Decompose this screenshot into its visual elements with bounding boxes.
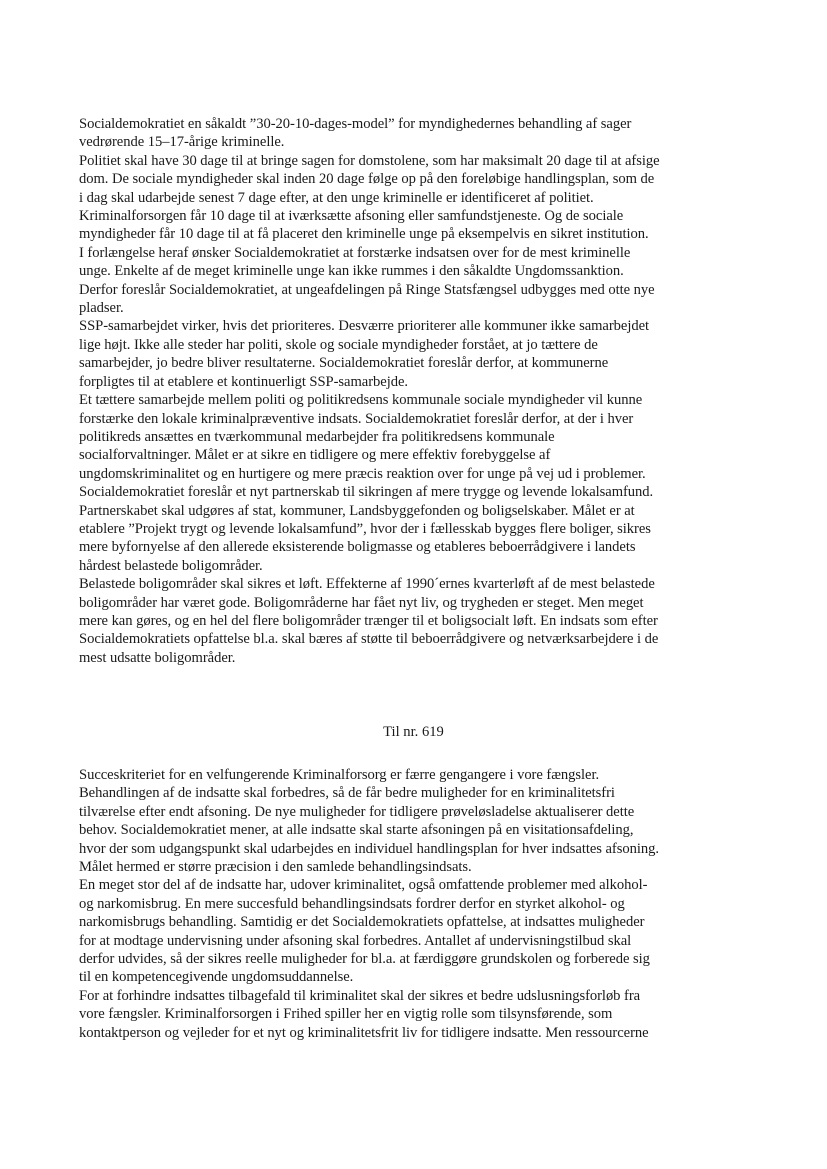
body-text-section-2 [79, 766, 759, 1042]
text-line: behov. Socialdemokratiet mener, at alle indsatte skal starte afsoningen på en visitationsafdeling, [79, 822, 634, 839]
text-line: Partnerskabet skal udgøres af stat, kommuner, Landsbyggefonden og boligselskaber. Målet er at [79, 502, 635, 519]
text-line: til en kompetencegivende ungdomsuddannelse. [79, 969, 354, 986]
text-line: mere byfornyelse af den allerede eksisterende boligmasse og etableres beboerrådgivere i landets [79, 539, 636, 556]
text-line: Behandlingen af de indsatte skal forbedres, så de får bedre muligheder for en kriminalitetsfri [79, 785, 615, 802]
text-line: politikreds ansættes en tværkommunal medarbejder fra politikredsens kommunale [79, 428, 555, 445]
text-line: For at forhindre indsattes tilbagefald til kriminalitet skal der sikres et bedre udslusningsforløb fra [79, 987, 641, 1004]
section-heading: Til nr. 619 [383, 724, 444, 740]
text-line: kontaktperson og vejleder for et nyt og kriminalitetsfrit liv for tidligere indsatte. Men ressourcerne [79, 1024, 649, 1041]
text-line: Et tættere samarbejde mellem politi og politikredsens kommunale sociale myndigheder vil kunne [79, 392, 643, 409]
text-line: forpligtes til at etablere et kontinuerligt SSP-samarbejde. [79, 373, 408, 390]
text-line: Socialdemokratiets opfattelse bl.a. skal bæres af støtte til beboerrådgivere og netværksarbejdere i de [79, 631, 659, 648]
text-line: Socialdemokratiet foreslår et nyt partnerskab til sikringen af mere trygge og levende lokalsamfund. [79, 484, 654, 501]
text-line: vedrørende 15–17-årige kriminelle. [79, 134, 285, 151]
text-line: Socialdemokratiet en såkaldt ”30-20-10-dages-model” for myndighedernes behandling af sager [79, 116, 632, 132]
text-line: SSP-samarbejdet virker, hvis det prioriteres. Desværre prioriterer alle kommuner ikke samarbejdet [79, 318, 650, 335]
text-line: unge. Enkelte af de meget kriminelle unge kan ikke rummes i den såkaldte Ungdomssanktion. [79, 263, 624, 280]
text-line: etablere ”Projekt trygt og levende lokalsamfund”, hvor der i fællesskab bygges flere boliger, sikres [79, 520, 651, 537]
text-line: i dag skal udarbejde senest 7 dage efter, at den unge kriminelle er identificeret af politiet. [79, 189, 594, 206]
text-line: Belastede boligområder skal sikres et løft. Effekterne af 1990´ernes kvarterløft af de mest belastede [79, 576, 655, 593]
text-line: Målet hermed er større præcision i den samlede behandlingsindsats. [79, 859, 472, 876]
text-line: Politiet skal have 30 dage til at bringe sagen for domstolene, som har maksimalt 20 dage til at afsige [79, 152, 660, 169]
text-line: En meget stor del af de indsatte har, udover kriminalitet, også omfattende problemer med alkohol- [79, 877, 648, 894]
text-line: samarbejder, jo bedre bliver resultaterne. Socialdemokratiet foreslår derfor, at kommunerne [79, 355, 609, 372]
text-line: ungdomskriminalitet og en hurtigere og mere præcis reaktion over for unge på vej ud i problemer. [79, 465, 646, 482]
text-line: forstærke den lokale kriminalpræventive indsats. Socialdemokratiet foreslår derfor, at der i hver [79, 410, 634, 427]
text-line: myndigheder får 10 dage til at få placeret den kriminelle unge på eksempelvis en sikret institution. [79, 226, 649, 243]
text-line: Succeskriteriet for en velfungerende Kriminalforsorg er færre gengangere i vore fængsler. [79, 767, 600, 783]
text-line: narkomisbrugs behandling. Samtidig er det Socialdemokratiets opfattelse, at indsattes muligheder [79, 914, 645, 931]
text-line: derfor udvides, så der sikres reelle muligheder for bl.a. at færdiggøre grundskolen og forberede sig [79, 951, 650, 968]
text-line: vore fængsler. Kriminalforsorgen i Frihed spiller her en vigtig rolle som tilsynsførende, som [79, 1006, 613, 1023]
text-line: Kriminalforsorgen får 10 dage til at iværksætte afsoning eller samfundstjeneste. Og de sociale [79, 208, 624, 225]
text-line: lige højt. Ikke alle steder har politi, skole og sociale myndigheder forstået, at jo tættere de [79, 336, 598, 353]
text-line: Derfor foreslår Socialdemokratiet, at ungeafdelingen på Ringe Statsfængsel udbygges med otte nye [79, 281, 655, 298]
text-line: boligområder har været gode. Boligområderne har fået nyt liv, og trygheden er steget. Men meget [79, 594, 644, 611]
text-line: mere kan gøres, og en hel del flere boligområder trænger til et boligsocialt løft. En indsats som efter [79, 612, 658, 629]
text-line: og narkomisbrug. En mere succesfuld behandlingsindsats fordrer derfor en styrket alkohol- og [79, 895, 625, 912]
text-line: I forlængelse heraf ønsker Socialdemokratiet at forstærke indsatsen over for de mest kriminelle [79, 244, 631, 261]
text-line: pladser. [79, 300, 124, 317]
text-line: mest udsatte boligområder. [79, 649, 236, 666]
text-line: for at modtage undervisning under afsoning skal forbedres. Antallet af undervisningstilbud skal [79, 932, 632, 949]
text-line: tilværelse efter endt afsoning. De nye muligheder for tidligere prøveløsladelse aktualiserer dette [79, 803, 635, 820]
text-line: hårdest belastede boligområder. [79, 557, 263, 574]
text-line: socialforvaltninger. Målet er at sikre en tidligere og mere effektiv forebyggelse af [79, 447, 551, 464]
body-text-section-1 [79, 115, 759, 667]
text-line: hvor der som udgangspunkt skal udarbejdes en individuel handlingsplan for hver indsattes afsoning. [79, 840, 659, 857]
text-line: dom. De sociale myndigheder skal inden 20 dage følge op på den foreløbige handlingsplan, som de [79, 171, 655, 188]
